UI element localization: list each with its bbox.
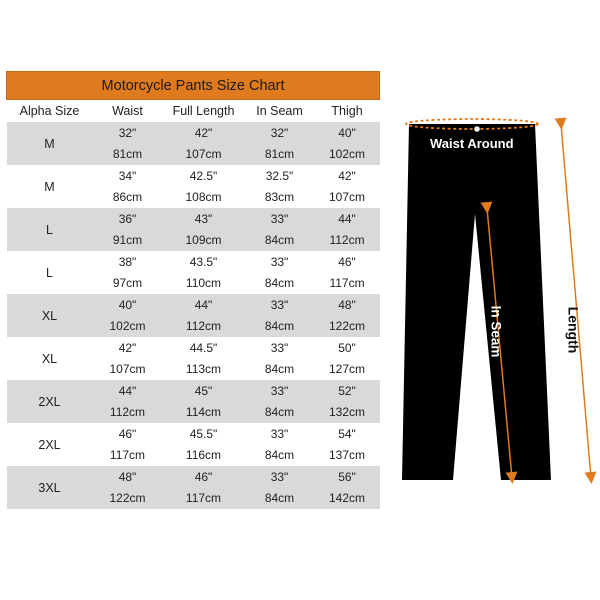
size-cell: XL bbox=[7, 294, 93, 337]
seam-cm-cell: 84cm bbox=[245, 402, 315, 424]
waist-inch-cell: 32" bbox=[93, 122, 163, 144]
thigh-inch-cell: 50" bbox=[315, 337, 380, 359]
thigh-cm-cell: 137cm bbox=[315, 445, 380, 467]
table-row bbox=[7, 380, 380, 402]
header-row bbox=[7, 100, 380, 123]
size-cell: M bbox=[7, 165, 93, 208]
length-inch-cell: 43.5" bbox=[163, 251, 245, 273]
length-inch-cell: 44.5" bbox=[163, 337, 245, 359]
seam-cm-cell: 83cm bbox=[245, 187, 315, 209]
size-cell: L bbox=[7, 208, 93, 251]
length-inch-cell: 43" bbox=[163, 208, 245, 230]
waist-inch-cell: 42" bbox=[93, 337, 163, 359]
thigh-inch-cell: 48" bbox=[315, 294, 380, 316]
length-cm-cell: 117cm bbox=[163, 488, 245, 510]
seam-cm-cell: 84cm bbox=[245, 230, 315, 252]
size-cell: 3XL bbox=[7, 466, 93, 509]
table-row bbox=[7, 294, 380, 316]
table-row bbox=[7, 165, 380, 187]
pants-diagram bbox=[385, 100, 600, 500]
seam-inch-cell: 33" bbox=[245, 423, 315, 445]
size-cell: 2XL bbox=[7, 380, 93, 423]
table-row bbox=[7, 122, 380, 144]
waist-button-icon bbox=[474, 126, 480, 132]
thigh-cm-cell: 142cm bbox=[315, 488, 380, 510]
length-inch-cell: 46" bbox=[163, 466, 245, 488]
thigh-cm-cell: 102cm bbox=[315, 144, 380, 166]
length-cm-cell: 110cm bbox=[163, 273, 245, 295]
chart-title: Motorcycle Pants Size Chart bbox=[7, 72, 380, 100]
waist-inch-cell: 48" bbox=[93, 466, 163, 488]
seam-cm-cell: 84cm bbox=[245, 488, 315, 510]
header-waist: Waist bbox=[93, 100, 163, 123]
seam-inch-cell: 33" bbox=[245, 251, 315, 273]
pants-silhouette bbox=[402, 124, 551, 480]
thigh-inch-cell: 56" bbox=[315, 466, 380, 488]
thigh-cm-cell: 112cm bbox=[315, 230, 380, 252]
header-alpha-size: Alpha Size bbox=[7, 100, 93, 123]
length-cm-cell: 107cm bbox=[163, 144, 245, 166]
waist-cm-cell: 117cm bbox=[93, 445, 163, 467]
seam-inch-cell: 33" bbox=[245, 294, 315, 316]
thigh-cm-cell: 122cm bbox=[315, 316, 380, 338]
length-cm-cell: 113cm bbox=[163, 359, 245, 381]
length-arrow bbox=[561, 124, 591, 478]
length-inch-cell: 42" bbox=[163, 122, 245, 144]
length-inch-cell: 42.5" bbox=[163, 165, 245, 187]
thigh-cm-cell: 117cm bbox=[315, 273, 380, 295]
length-inch-cell: 45" bbox=[163, 380, 245, 402]
header-in-seam: In Seam bbox=[245, 100, 315, 123]
length-label: Length bbox=[565, 306, 582, 354]
thigh-cm-cell: 132cm bbox=[315, 402, 380, 424]
seam-inch-cell: 33" bbox=[245, 380, 315, 402]
table-row bbox=[7, 466, 380, 488]
length-inch-cell: 45.5" bbox=[163, 423, 245, 445]
thigh-inch-cell: 42" bbox=[315, 165, 380, 187]
waist-inch-cell: 34" bbox=[93, 165, 163, 187]
table-row bbox=[7, 337, 380, 359]
seam-inch-cell: 32" bbox=[245, 122, 315, 144]
table-row bbox=[7, 251, 380, 273]
size-chart-table bbox=[6, 71, 380, 509]
waist-cm-cell: 107cm bbox=[93, 359, 163, 381]
header-thigh: Thigh bbox=[315, 100, 380, 123]
seam-cm-cell: 81cm bbox=[245, 144, 315, 166]
seam-cm-cell: 84cm bbox=[245, 359, 315, 381]
waist-inch-cell: 36" bbox=[93, 208, 163, 230]
thigh-inch-cell: 52" bbox=[315, 380, 380, 402]
seam-cm-cell: 84cm bbox=[245, 316, 315, 338]
thigh-inch-cell: 46" bbox=[315, 251, 380, 273]
waist-cm-cell: 122cm bbox=[93, 488, 163, 510]
size-cell: XL bbox=[7, 337, 93, 380]
waist-inch-cell: 40" bbox=[93, 294, 163, 316]
size-cell: 2XL bbox=[7, 423, 93, 466]
seam-inch-cell: 33" bbox=[245, 208, 315, 230]
thigh-cm-cell: 107cm bbox=[315, 187, 380, 209]
length-cm-cell: 109cm bbox=[163, 230, 245, 252]
waist-around-label: Waist Around bbox=[430, 136, 514, 151]
thigh-inch-cell: 40" bbox=[315, 122, 380, 144]
length-inch-cell: 44" bbox=[163, 294, 245, 316]
waist-cm-cell: 86cm bbox=[93, 187, 163, 209]
waist-cm-cell: 112cm bbox=[93, 402, 163, 424]
size-cell: M bbox=[7, 122, 93, 165]
length-cm-cell: 114cm bbox=[163, 402, 245, 424]
thigh-inch-cell: 44" bbox=[315, 208, 380, 230]
size-cell: L bbox=[7, 251, 93, 294]
waist-inch-cell: 44" bbox=[93, 380, 163, 402]
in-seam-label: In Seam bbox=[488, 305, 504, 358]
waist-cm-cell: 97cm bbox=[93, 273, 163, 295]
waist-cm-cell: 81cm bbox=[93, 144, 163, 166]
seam-inch-cell: 32.5" bbox=[245, 165, 315, 187]
waist-cm-cell: 102cm bbox=[93, 316, 163, 338]
waist-cm-cell: 91cm bbox=[93, 230, 163, 252]
seam-cm-cell: 84cm bbox=[245, 445, 315, 467]
thigh-cm-cell: 127cm bbox=[315, 359, 380, 381]
length-cm-cell: 116cm bbox=[163, 445, 245, 467]
seam-cm-cell: 84cm bbox=[245, 273, 315, 295]
seam-inch-cell: 33" bbox=[245, 466, 315, 488]
length-cm-cell: 108cm bbox=[163, 187, 245, 209]
seam-inch-cell: 33" bbox=[245, 337, 315, 359]
chart-body bbox=[7, 122, 380, 509]
table-row bbox=[7, 423, 380, 445]
waist-inch-cell: 38" bbox=[93, 251, 163, 273]
header-full-length: Full Length bbox=[163, 100, 245, 123]
length-cm-cell: 112cm bbox=[163, 316, 245, 338]
thigh-inch-cell: 54" bbox=[315, 423, 380, 445]
table-row bbox=[7, 208, 380, 230]
waist-inch-cell: 46" bbox=[93, 423, 163, 445]
